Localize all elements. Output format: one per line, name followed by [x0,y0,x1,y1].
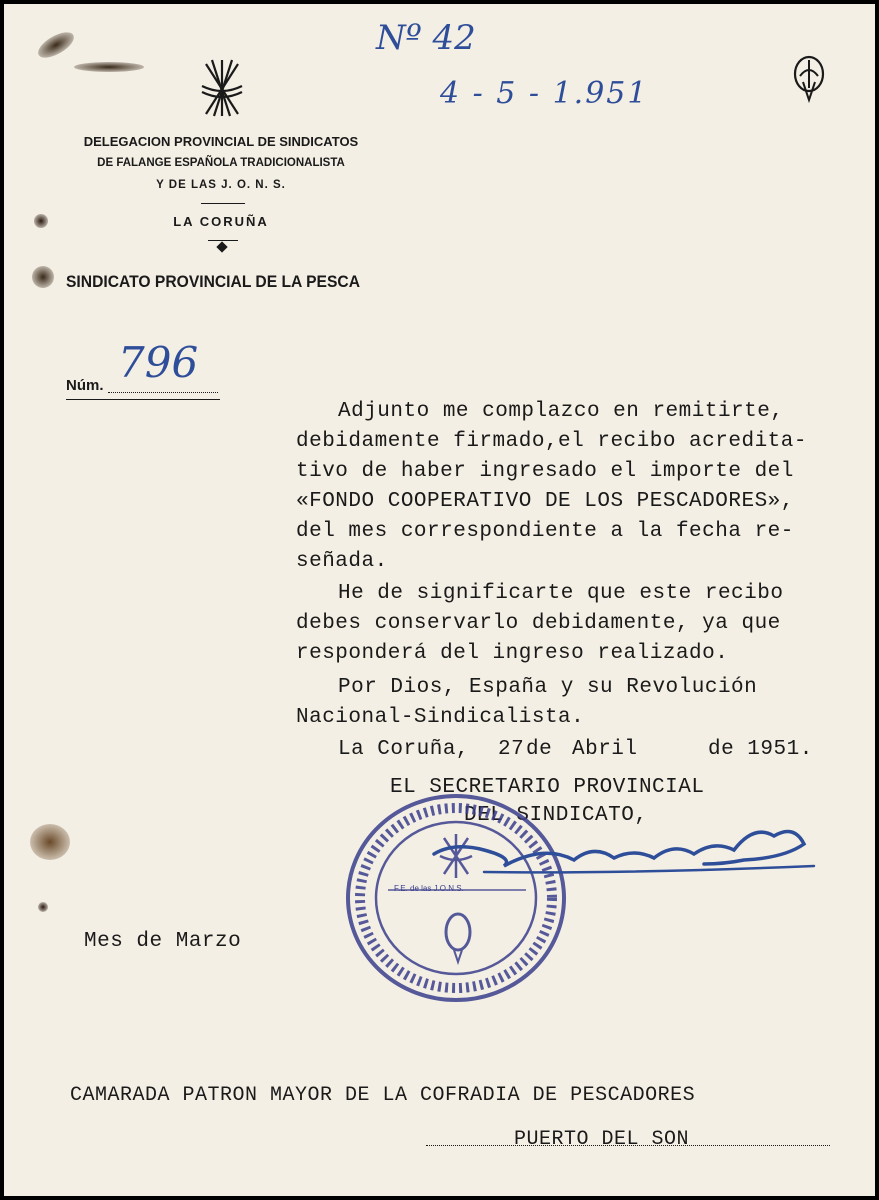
body-line: debidamente firmado,el recibo acredita- [296,430,807,453]
date-day: 27 [498,738,525,761]
body-line: Adjunto me complazco en remitirte, [338,400,784,423]
letterhead-line-1: DELEGACION PROVINCIAL DE SINDICATOS [83,134,359,149]
diamond-icon [216,241,227,252]
body-line: «FONDO COOPERATIVO DE LOS PESCADORES», [296,490,794,513]
date-month: Abril [572,738,638,761]
syndicate-name: SINDICATO PROVINCIAL DE LA PESCA [66,272,361,291]
signatory-subtitle: DEL SINDICATO, [464,804,648,827]
body-line: del mes correspondiente a la fecha re- [296,520,794,543]
ink-stain [34,27,78,63]
body-line: señada. [296,550,388,573]
yoke-arrows-icon [198,56,246,120]
letterhead-line-2: DE FALANGE ESPAÑOLA TRADICIONALISTA [97,157,345,169]
body-line: He de significarte que este recibo [338,582,784,605]
ink-stain [32,266,54,288]
signature-icon [424,814,824,894]
num-underline [66,399,220,400]
ink-stain [74,62,144,72]
handwritten-ref-number: 796 [118,338,199,387]
letterhead-line-3: Y DE LAS J. O. N. S. [156,179,286,191]
date-de: de [526,738,553,761]
ink-stain [30,824,70,860]
document-page [4,4,875,1196]
handwritten-date: 4 - 5 - 1.951 [440,76,649,111]
date-year: de 1951. [708,738,813,761]
num-label: Núm. [66,377,104,394]
letterhead-city: LA CORUÑA [173,214,269,229]
ink-stain [38,902,48,912]
divider [208,240,238,241]
addressee: CAMARADA PATRON MAYOR DE LA COFRADIA DE PESCADORES [70,1084,696,1107]
handwritten-number: Nº 42 [376,18,476,58]
fishing-emblem-icon [792,54,826,108]
divider [201,203,245,204]
body-line: Nacional-Sindicalista. [296,706,585,729]
body-line: tivo de haber ingresado el importe del [296,460,794,483]
ink-stain [34,214,48,228]
date-place: La Coruña, [338,738,470,761]
body-line: debes conservarlo debidamente, ya que [296,612,781,635]
month-note: Mes de Marzo [84,930,242,953]
body-line: Por Dios, España y su Revolución [338,676,758,699]
body-line: responderá del ingreso realizado. [296,642,729,665]
stamp-center-text: F.E. de las J.O.N.S. [394,884,464,893]
port-name: PUERTO DEL SON [514,1128,690,1151]
num-line [108,392,218,393]
signatory-title: EL SECRETARIO PROVINCIAL [390,776,705,799]
